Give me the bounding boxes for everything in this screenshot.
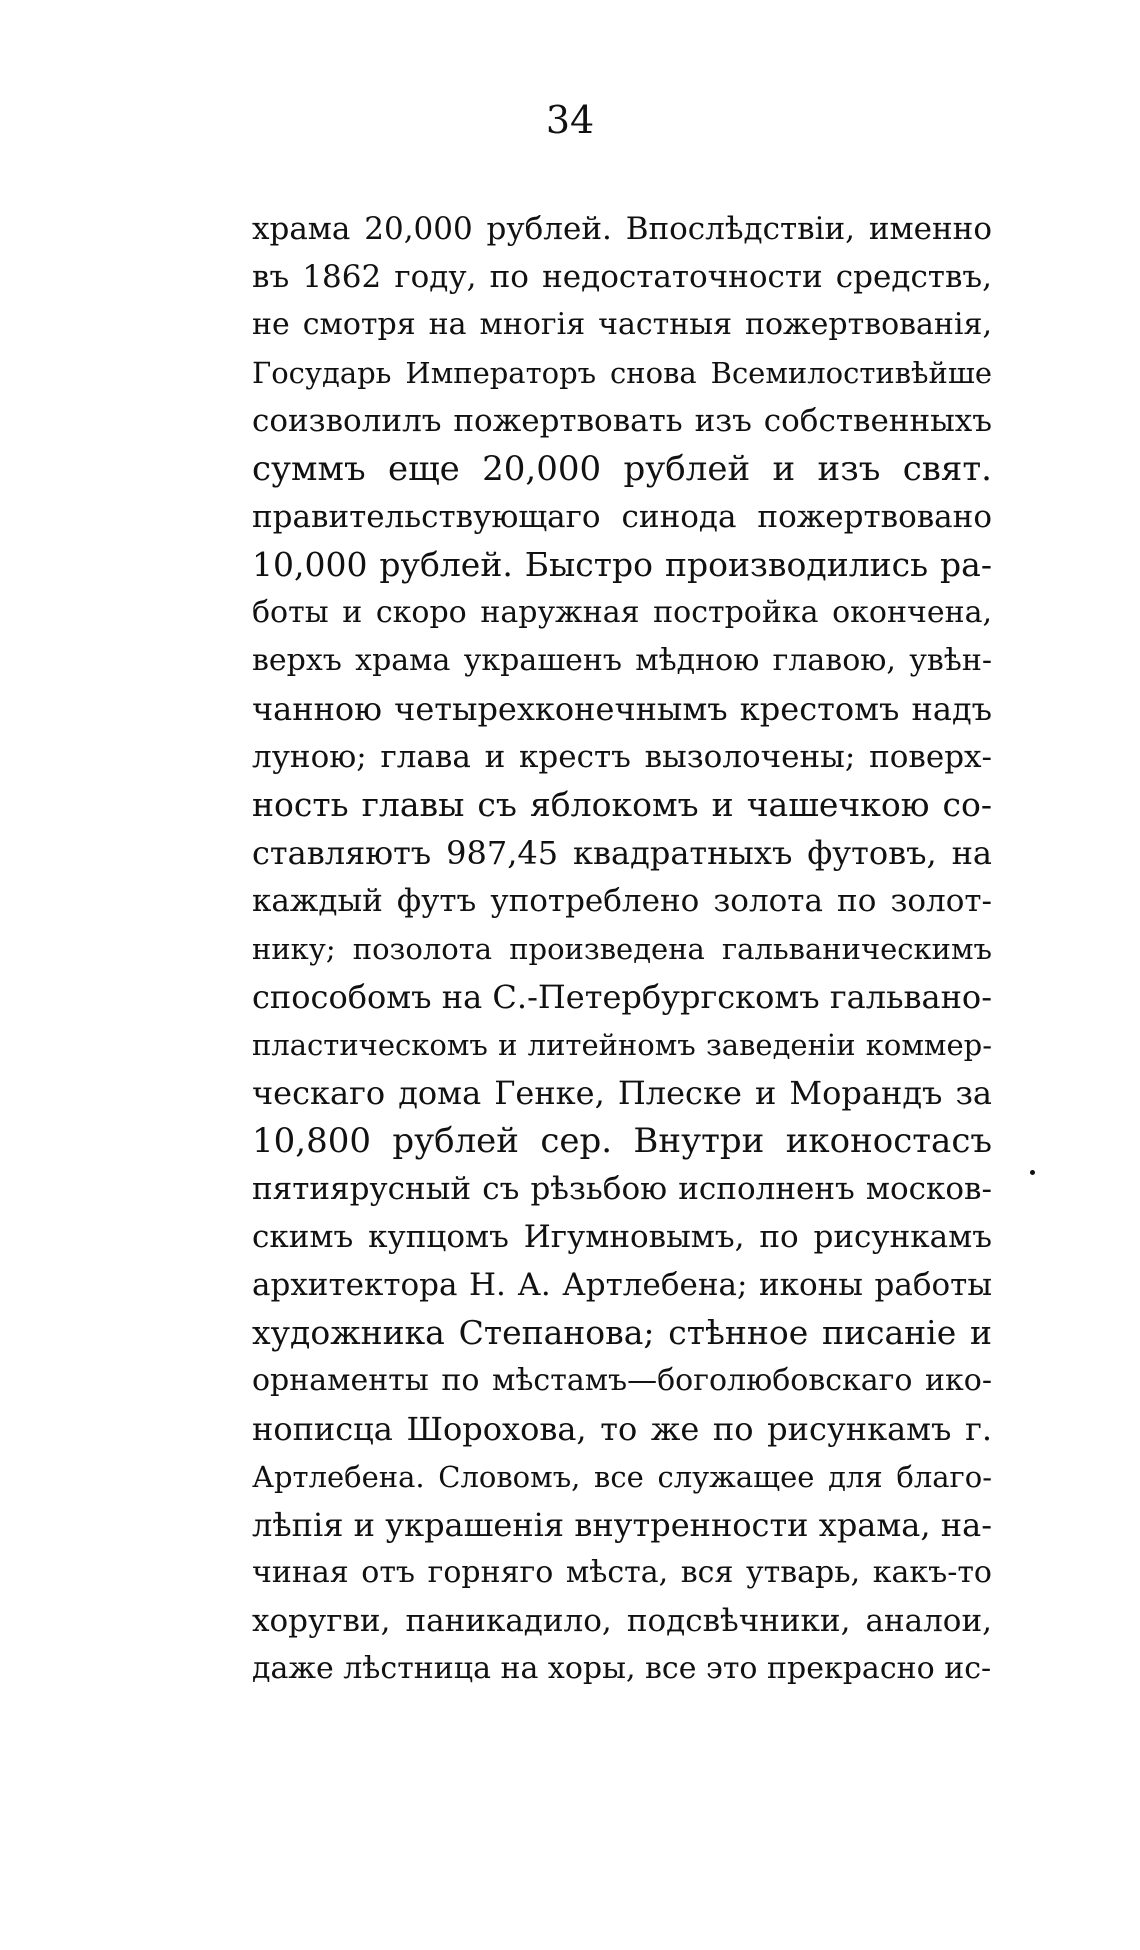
text-line: въ 1862 году, по недостаточности средствъ, [252, 259, 992, 295]
text-line: верхъ храма украшенъ мѣдною главою, увѣн- [252, 643, 992, 678]
text-line: лѣпія и украшенія внутренности храма, на- [252, 1506, 992, 1544]
text-line: Государь Императоръ снова Всемилостивѣйше [252, 356, 992, 390]
text-line: 10,800 рублей сер. Внутри иконостасъ [252, 1121, 992, 1161]
ink-speck [1030, 1170, 1035, 1175]
text-line: даже лѣстница на хоры, все это прекрасно ис- [252, 1651, 992, 1686]
text-line: чиная отъ горняго мѣста, вся утварь, какъ-то [252, 1555, 992, 1590]
text-line: 10,000 рублей. Быстро производились ра- [252, 545, 992, 584]
page-number: 34 [545, 98, 595, 142]
text-line: нописца Шорохова, то же по рисункамъ г. [252, 1410, 992, 1448]
text-line: Артлебена. Словомъ, все служащее для благо- [252, 1460, 992, 1494]
text-line: орнаменты по мѣстамъ—боголюбовскаго ико- [252, 1363, 992, 1398]
text-line: ность главы съ яблокомъ и чашечкою со- [252, 785, 992, 824]
text-line: хоругви, паникадило, подсвѣчники, аналои, [252, 1603, 992, 1639]
text-line: ческаго дома Генке, Плеске и Морандъ за [252, 1074, 992, 1112]
text-line: храма 20,000 рублей. Впослѣдствіи, именно [252, 211, 992, 247]
text-line: нику; позолота произведена гальваническимъ [252, 932, 992, 966]
text-line: правительствующаго синода пожертвовано [252, 499, 992, 535]
text-line: соизволилъ пожертвовать изъ собственныхъ [252, 403, 992, 439]
text-line: способомъ на С.-Петербургскомъ гальвано- [252, 978, 992, 1016]
text-line: суммъ еще 20,000 рублей и изъ свят. [252, 449, 992, 489]
text-line: архитектора Н. А. Артлебена; иконы работы [252, 1267, 992, 1303]
text-line: боты и скоро наружная постройка окончена, [252, 595, 992, 630]
text-line: художника Степанова; стѣнное писаніе и [252, 1313, 992, 1352]
text-line: пластическомъ и литейномъ заведеніи коммер- [252, 1028, 992, 1062]
text-line: скимъ купцомъ Игумновымъ, по рисункамъ [252, 1219, 992, 1255]
body-text [252, 205, 992, 1693]
text-line: луною; глава и крестъ вызолочены; поверх- [252, 739, 992, 775]
text-line: чанною четырехконечнымъ крестомъ надъ [252, 690, 992, 728]
text-line: не смотря на многія частныя пожертвованія, [252, 307, 992, 342]
text-line: каждый футъ употреблено золота по золот- [252, 883, 992, 919]
text-line: ставляютъ 987,45 квадратныхъ футовъ, на [252, 834, 992, 872]
text-line: пятиярусный съ рѣзьбою исполненъ москов- [252, 1171, 992, 1207]
